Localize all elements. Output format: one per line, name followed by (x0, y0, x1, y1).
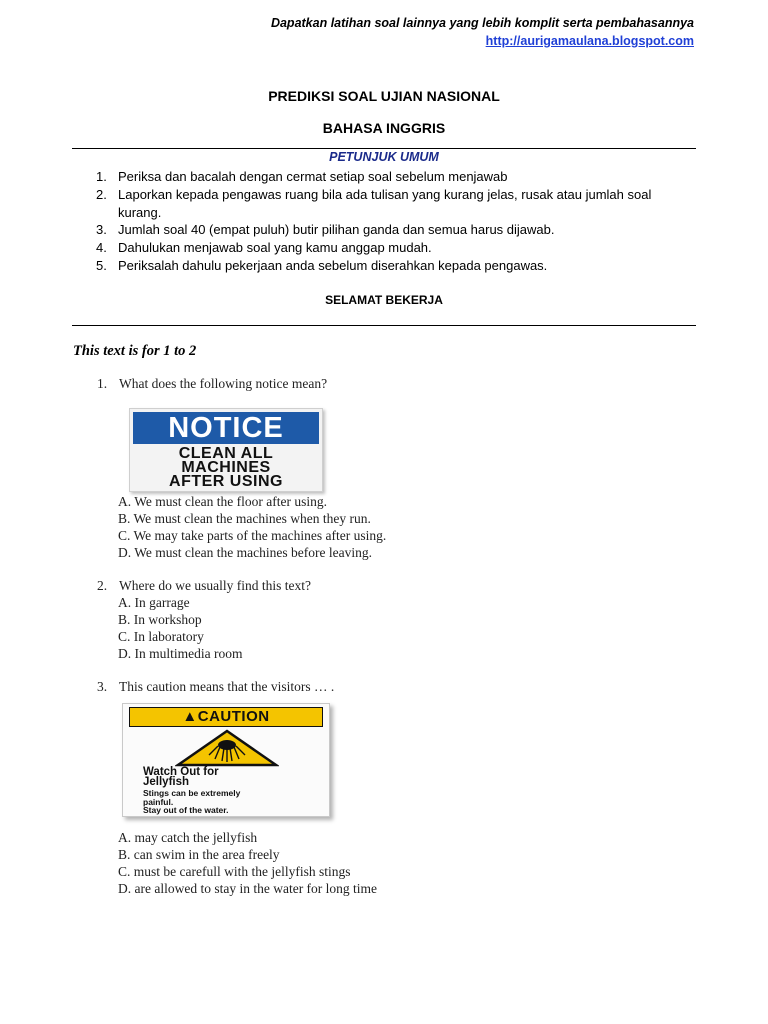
divider-top (72, 148, 696, 149)
answer-option: C. We may take parts of the machines after using. (118, 528, 387, 543)
answer-option: D. In multimedia room (118, 646, 243, 661)
divider-bottom (72, 325, 696, 326)
instruction-number: 2. (96, 187, 107, 202)
caution-sign-heading (129, 707, 323, 727)
question-number: 2. (97, 578, 108, 593)
instruction-text: Jumlah soal 40 (empat puluh) butir pilihan ganda dan semua harus dijawab. (118, 222, 555, 237)
question-text: This caution means that the visitors … . (119, 679, 335, 694)
answer-option: A. We must clean the floor after using. (118, 494, 327, 509)
notice-sign-line: CLEAN ALL (178, 445, 274, 462)
instruction-text: Periksalah dahulu pekerjaan anda sebelum diserahkan kepada pengawas. (118, 258, 548, 273)
closing-text: SELAMAT BEKERJA (325, 293, 443, 307)
instruction-item (96, 221, 696, 239)
caution-sign-small-line: painful. (143, 796, 174, 807)
answer-option: D. We must clean the machines before leaving. (118, 545, 372, 560)
answer-option: A. In garrage (118, 595, 190, 610)
instruction-number: 5. (96, 258, 107, 273)
instruction-text: Laporkan kepada pengawas ruang bila ada tulisan yang kurang jelas, rusak atau jumlah soal kurang. (118, 187, 652, 220)
instruction-number: 1. (96, 169, 107, 184)
instruction-item (96, 168, 696, 186)
header-note: Dapatkan latihan soal lainnya yang lebih komplit serta pembahasannya (270, 16, 694, 30)
caution-sign-line: Watch Out for (143, 766, 219, 778)
answer-option: B. We must clean the machines when they run. (118, 511, 371, 526)
page-title: PREDIKSI SOAL UJIAN NASIONAL (268, 88, 500, 104)
instructions-heading: PETUNJUK UMUM (329, 150, 439, 164)
instruction-item (96, 239, 696, 257)
instruction-text: Periksa dan bacalah dengan cermat setiap soal sebelum menjawab (118, 169, 508, 184)
caution-sign-image (122, 703, 330, 817)
answer-option: B. In workshop (118, 612, 202, 627)
caution-sign-heading-text: CAUTION (197, 708, 270, 725)
notice-sign-image (129, 408, 323, 492)
instruction-number: 3. (96, 222, 107, 237)
instruction-text: Dahulukan menjawab soal yang kamu anggap mudah. (118, 240, 432, 255)
instruction-item (96, 257, 696, 275)
notice-sign-line: AFTER USING (169, 473, 283, 490)
caution-sign-line: Jellyfish (143, 776, 190, 788)
instruction-item (96, 186, 696, 222)
caution-sign-small-line: Stings can be extremely (143, 788, 241, 798)
jellyfish-warning-icon (175, 729, 279, 767)
section-title: This text is for 1 to 2 (73, 343, 197, 359)
instruction-number: 4. (96, 240, 107, 255)
answer-option: D. are allowed to stay in the water for long time (118, 881, 378, 896)
caution-sign-text (143, 767, 219, 787)
question-number: 1. (97, 376, 108, 391)
answer-option: C. must be carefull with the jellyfish stings (118, 864, 351, 879)
header-link[interactable]: http://aurigamaulana.blogspot.com (485, 34, 694, 48)
notice-sign-line: MACHINES (181, 459, 271, 476)
page-subtitle: BAHASA INGGRIS (322, 120, 446, 136)
question-number: 3. (97, 679, 108, 694)
answer-option: C. In laboratory (118, 629, 204, 644)
caution-sign-small-text (143, 789, 323, 815)
caution-sign-small-line: Stay out of the water. (143, 805, 229, 815)
answer-option: A. may catch the jellyfish (118, 830, 258, 845)
notice-sign-heading: NOTICE (133, 412, 319, 444)
answer-option: B. can swim in the area freely (118, 847, 280, 862)
question-text: What does the following notice mean? (119, 376, 328, 391)
warning-triangle-icon: ▲ (182, 708, 198, 725)
question-text: Where do we usually find this text? (119, 578, 311, 593)
